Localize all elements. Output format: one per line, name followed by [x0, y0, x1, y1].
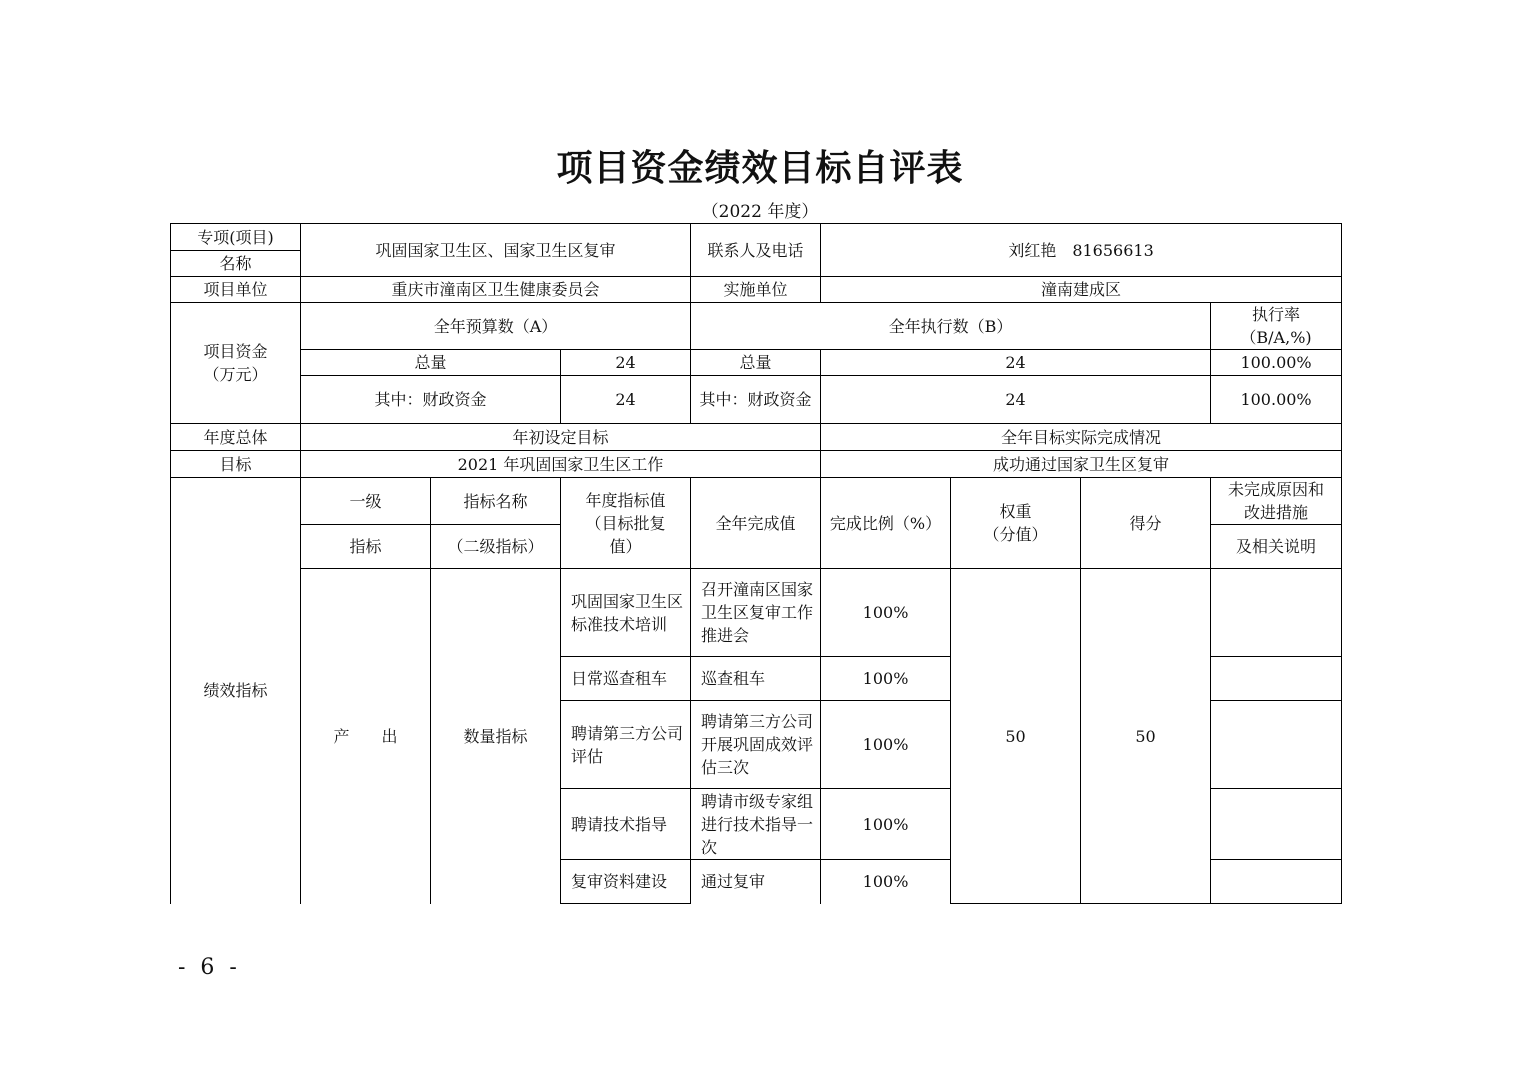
impl-unit-value: 潼南建成区 — [821, 277, 1342, 303]
annual-set-header: 年初设定目标 — [301, 424, 821, 451]
row-5-reason — [1211, 860, 1342, 904]
fiscal-budget-value: 24 — [561, 376, 691, 424]
reason-header-b: 及相关说明 — [1211, 525, 1342, 569]
rate-header: 执行率 （B/A,%) — [1211, 303, 1342, 350]
row-1-completion: 召开潼南区国家卫生区复审工作推进会 — [691, 569, 821, 657]
annual-goal-label-2: 目标 — [171, 451, 301, 478]
row-3-ratio: 100% — [821, 701, 951, 789]
exec-header: 全年执行数（B） — [691, 303, 1211, 350]
level1-header-a: 一级 — [301, 478, 431, 525]
page-number: - 6 - — [178, 955, 241, 980]
row-5-completion: 通过复审 — [691, 860, 821, 904]
funds-label: 项目资金 （万元） — [171, 303, 301, 424]
project-name-label-1: 专项(项目) — [171, 224, 301, 251]
impl-unit-label: 实施单位 — [691, 277, 821, 303]
row-2-ratio: 100% — [821, 657, 951, 701]
annual-goal-label-1: 年度总体 — [171, 424, 301, 451]
project-unit-value: 重庆市潼南区卫生健康委员会 — [301, 277, 691, 303]
project-name-value: 巩固国家卫生区、国家卫生区复审 — [301, 224, 691, 277]
weight-value: 50 — [951, 569, 1081, 904]
row-3-target: 聘请第三方公司评估 — [561, 701, 691, 789]
ratio-header: 完成比例（%） — [821, 478, 951, 569]
fiscal-rate-value: 100.00% — [1211, 376, 1342, 424]
budget-header: 全年预算数（A） — [301, 303, 691, 350]
row-1-ratio: 100% — [821, 569, 951, 657]
name-header-b: （二级指标） — [431, 525, 561, 569]
total-rate-value: 100.00% — [1211, 350, 1342, 376]
contact-label: 联系人及电话 — [691, 224, 821, 277]
weight-header: 权重 （分值） — [951, 478, 1081, 569]
row-1-target: 巩固国家卫生区标准技术培训 — [561, 569, 691, 657]
row-4-target: 聘请技术指导 — [561, 789, 691, 860]
fiscal-budget-label: 其中：财政资金 — [301, 376, 561, 424]
target-header: 年度指标值 （目标批复 值） — [561, 478, 691, 569]
row-1-reason — [1211, 569, 1342, 657]
total-budget-value: 24 — [561, 350, 691, 376]
row-2-completion: 巡查租车 — [691, 657, 821, 701]
self-evaluation-table — [170, 223, 1342, 904]
level1-value: 产 出 — [301, 569, 431, 904]
annual-set-value: 2021 年巩固国家卫生区工作 — [301, 451, 821, 478]
score-value: 50 — [1081, 569, 1211, 904]
level1-header-b: 指标 — [301, 525, 431, 569]
row-4-reason — [1211, 789, 1342, 860]
row-5-target: 复审资料建设 — [561, 860, 691, 904]
row-4-completion: 聘请市级专家组进行技术指导一次 — [691, 789, 821, 860]
project-name-label-2: 名称 — [171, 251, 301, 277]
total-budget-label: 总量 — [301, 350, 561, 376]
name-header-a: 指标名称 — [431, 478, 561, 525]
total-exec-value: 24 — [821, 350, 1211, 376]
row-3-reason — [1211, 701, 1342, 789]
indicators-section-label: 绩效指标 — [171, 478, 301, 904]
completion-header: 全年完成值 — [691, 478, 821, 569]
annual-actual-header: 全年目标实际完成情况 — [821, 424, 1342, 451]
year-subtitle: （2022 年度） — [701, 202, 819, 222]
fiscal-exec-label: 其中：财政资金 — [691, 376, 821, 424]
row-2-reason — [1211, 657, 1342, 701]
annual-actual-value: 成功通过国家卫生区复审 — [821, 451, 1342, 478]
project-unit-label: 项目单位 — [171, 277, 301, 303]
contact-value: 刘红艳 81656613 — [821, 224, 1342, 277]
row-3-completion: 聘请第三方公司开展巩固成效评估三次 — [691, 701, 821, 789]
fiscal-exec-value: 24 — [821, 376, 1211, 424]
row-4-ratio: 100% — [821, 789, 951, 860]
row-2-target: 日常巡查租车 — [561, 657, 691, 701]
row-5-ratio: 100% — [821, 860, 951, 904]
score-header: 得分 — [1081, 478, 1211, 569]
total-exec-label: 总量 — [691, 350, 821, 376]
page-title: 项目资金绩效目标自评表 — [556, 148, 964, 189]
indicator-name-value: 数量指标 — [431, 569, 561, 904]
reason-header-a: 未完成原因和 改进措施 — [1211, 478, 1342, 525]
